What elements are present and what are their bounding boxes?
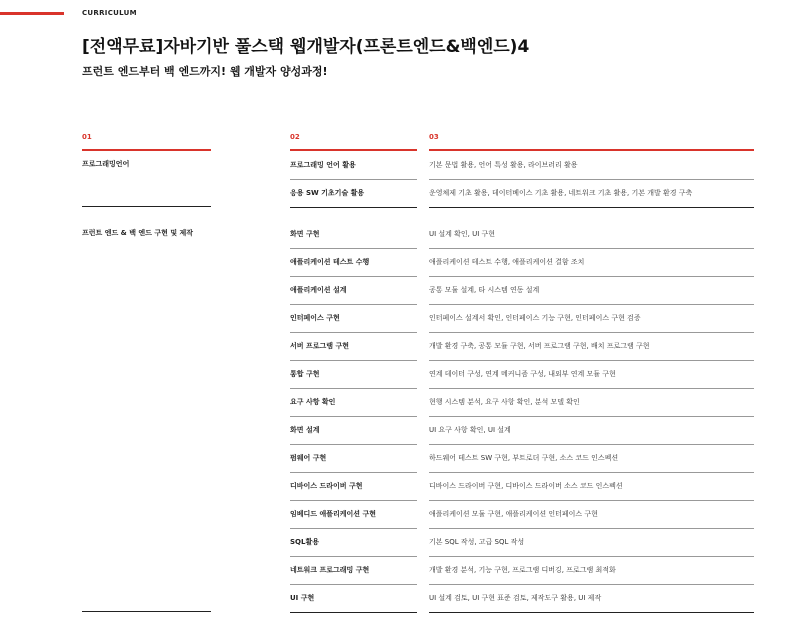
table-row bbox=[290, 444, 754, 472]
subject-detail: 현행 시스템 분석, 요구 사항 확인, 분석 모델 확인 bbox=[429, 388, 754, 417]
subject-name: 임베디드 애플리케이션 구현 bbox=[290, 500, 417, 529]
subject-name: 요구 사항 확인 bbox=[290, 388, 417, 417]
subject-name: 화면 설계 bbox=[290, 416, 417, 445]
table-row bbox=[290, 500, 754, 528]
subject-detail: 디바이스 드라이버 구현, 디바이스 드라이버 소스 코드 인스펙션 bbox=[429, 472, 754, 501]
column-header-03 bbox=[429, 132, 754, 151]
subject-detail: 애플리케이션 테스트 수행, 애플리케이션 결함 조치 bbox=[429, 248, 754, 277]
table-row bbox=[290, 248, 754, 276]
table-row bbox=[290, 304, 754, 332]
subject-name: 통합 구현 bbox=[290, 360, 417, 389]
subject-name: 프로그래밍 언어 활용 bbox=[290, 151, 417, 180]
subject-name: 펌웨어 구현 bbox=[290, 444, 417, 473]
section-label: CURRICULUM bbox=[82, 9, 137, 17]
table-row bbox=[290, 220, 754, 248]
subject-name: 네트워크 프로그래밍 구현 bbox=[290, 556, 417, 585]
column-header-02 bbox=[290, 132, 417, 151]
subject-detail: 운영체제 기초 활용, 데이터베이스 기초 활용, 네트워크 기초 활용, 기본 개발 환경 구축 bbox=[429, 179, 754, 208]
table-row bbox=[290, 276, 754, 304]
table-row bbox=[290, 388, 754, 416]
group-divider bbox=[82, 206, 211, 207]
subject-detail: 애플리케이션 모듈 구현, 애플리케이션 인터페이스 구현 bbox=[429, 500, 754, 529]
subject-detail: 기본 문법 활용, 언어 특성 활용, 라이브러리 활용 bbox=[429, 151, 754, 180]
table-row bbox=[290, 332, 754, 360]
subject-name: 화면 구현 bbox=[290, 220, 417, 249]
subject-name: 서버 프로그램 구현 bbox=[290, 332, 417, 361]
subject-name: UI 구현 bbox=[290, 584, 417, 613]
subject-detail: UI 설계 확인, UI 구현 bbox=[429, 220, 754, 249]
table-row bbox=[290, 556, 754, 584]
header-accent-bar bbox=[0, 12, 64, 15]
subject-name: 애플리케이션 테스트 수행 bbox=[290, 248, 417, 277]
subject-name: 인터페이스 구현 bbox=[290, 304, 417, 333]
subject-detail: 인터페이스 설계서 확인, 인터페이스 기능 구현, 인터페이스 구현 검증 bbox=[429, 304, 754, 333]
column-number: 02 bbox=[290, 133, 300, 141]
subject-name: 응용 SW 기초기술 활용 bbox=[290, 179, 417, 208]
table-row bbox=[290, 528, 754, 556]
table-row bbox=[290, 584, 754, 612]
column-number: 03 bbox=[429, 133, 439, 141]
column-number: 01 bbox=[82, 133, 92, 141]
subject-detail: 연계 데이터 구성, 연계 메커니즘 구성, 내외부 연계 모듈 구현 bbox=[429, 360, 754, 389]
page-subtitle: 프런트 엔드부터 백 엔드까지! 웹 개발자 양성과정! bbox=[82, 65, 328, 78]
page-title: [전액무료]자바기반 풀스택 웹개발자(프론트엔드&백엔드)4 bbox=[82, 37, 530, 57]
table-row bbox=[290, 360, 754, 388]
column-header-01 bbox=[82, 132, 211, 151]
subject-detail: UI 설계 검토, UI 구현 표준 검토, 제작도구 활용, UI 제작 bbox=[429, 584, 754, 613]
subject-detail: 개발 환경 분석, 기능 구현, 프로그램 디버깅, 프로그램 최적화 bbox=[429, 556, 754, 585]
table-row bbox=[290, 472, 754, 500]
table-row bbox=[290, 416, 754, 444]
subject-name: SQL활용 bbox=[290, 528, 417, 557]
subject-name: 디바이스 드라이버 구현 bbox=[290, 472, 417, 501]
subject-detail: UI 요구 사항 확인, UI 설계 bbox=[429, 416, 754, 445]
subject-detail: 공통 모듈 설계, 타 시스템 연동 설계 bbox=[429, 276, 754, 305]
table-row bbox=[290, 151, 754, 179]
group-divider bbox=[82, 611, 211, 612]
subject-detail: 기본 SQL 작성, 고급 SQL 작성 bbox=[429, 528, 754, 557]
subject-name: 애플리케이션 설계 bbox=[290, 276, 417, 305]
table-row bbox=[290, 179, 754, 207]
group-name: 프런트 엔드 & 백 엔드 구현 및 제작 bbox=[82, 229, 194, 237]
subject-detail: 개발 환경 구축, 공통 모듈 구현, 서버 프로그램 구현, 배치 프로그램 구현 bbox=[429, 332, 754, 361]
group-name: 프로그래밍언어 bbox=[82, 160, 130, 168]
subject-detail: 하드웨어 테스트 SW 구현, 부트로더 구현, 소스 코드 인스펙션 bbox=[429, 444, 754, 473]
